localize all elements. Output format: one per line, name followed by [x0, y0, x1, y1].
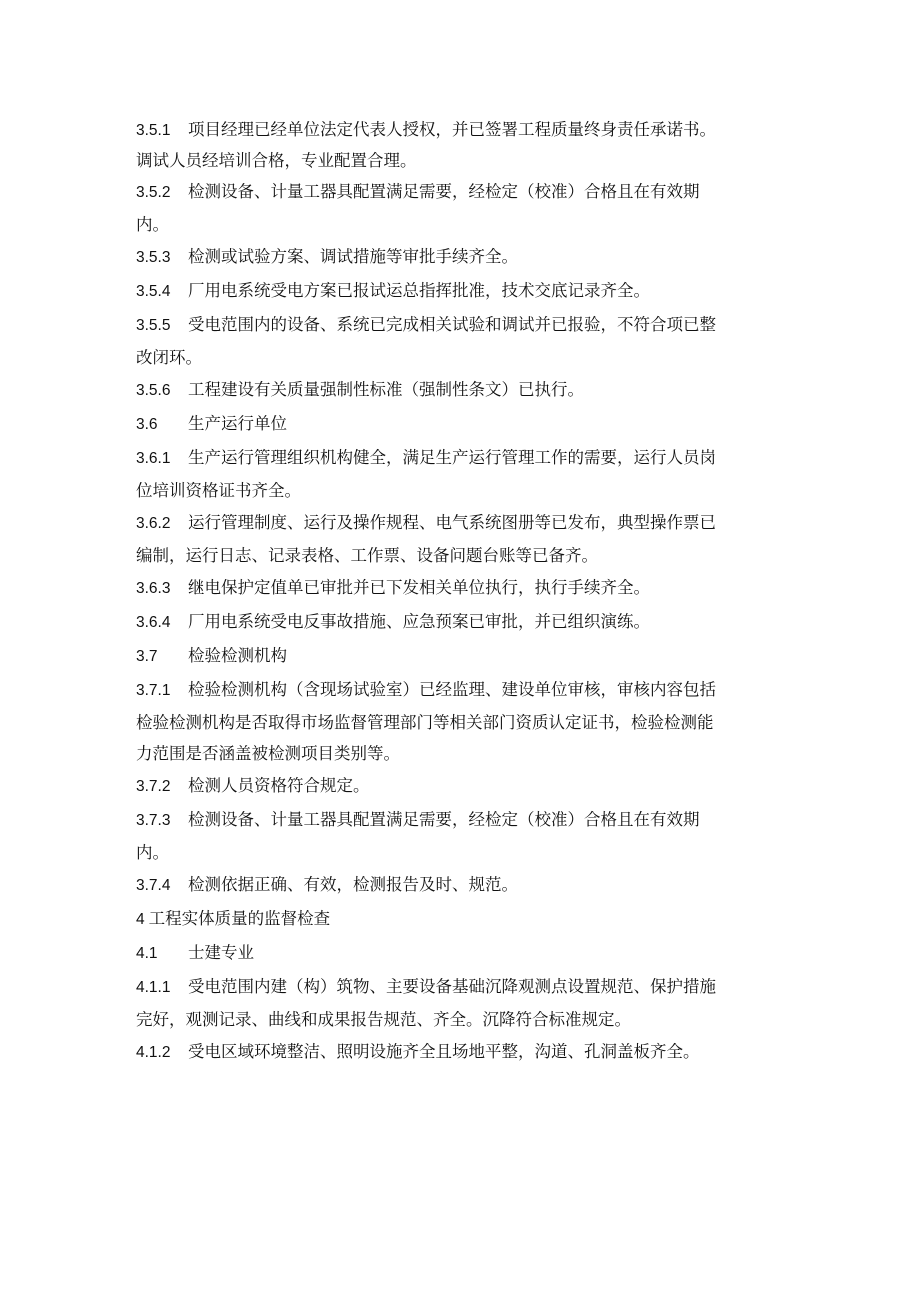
clause-text: 检测设备、计量工器具配置满足需要，经检定（校准）合格且在有效期: [188, 182, 700, 201]
clause-number: 3.5.3: [136, 249, 171, 266]
section-number: 3.6: [136, 416, 158, 433]
clause-text: 检测依据正确、有效，检测报告及时、规范。: [188, 875, 518, 894]
clause-text-continued: 内。: [136, 215, 169, 234]
clause-3-7-1: [136, 673, 786, 769]
chapter-4-heading: [136, 902, 786, 936]
clause-number: 3.5.2: [136, 184, 171, 201]
clause-text: 受电范围内建（构）筑物、主要设备基础沉降观测点设置规范、保护措施: [188, 977, 716, 996]
clause-number: 3.7.1: [136, 682, 171, 699]
clause-3-5-6: [136, 373, 786, 407]
clause-text: 受电区域环境整洁、照明设施齐全且场地平整，沟道、孔洞盖板齐全。: [188, 1042, 700, 1061]
clause-number: 3.5.6: [136, 382, 171, 399]
section-title: 士建专业: [188, 943, 254, 962]
clause-3-5-2: [136, 175, 786, 240]
clause-number: 3.6.3: [136, 580, 171, 597]
clause-3-6-4: [136, 605, 786, 639]
clause-text-continued: 编制，运行日志、记录表格、工作票、设备问题台账等已备齐。: [136, 546, 598, 565]
clause-3-7-2: [136, 769, 786, 803]
chapter-title: 工程实体质量的监督检查: [148, 909, 331, 928]
clause-3-5-3: [136, 240, 786, 274]
section-3-6-heading: [136, 407, 786, 441]
clause-text-continued: 位培训资格证书齐全。: [136, 481, 301, 500]
clause-number: 4.1.1: [136, 979, 171, 996]
clause-3-5-4: [136, 274, 786, 308]
section-4-1-heading: [136, 936, 786, 970]
clause-3-7-3: [136, 803, 786, 868]
clause-text-continued: 调试人员经培训合格，专业配置合理。: [136, 151, 417, 170]
clause-4-1-2: [136, 1035, 786, 1069]
clause-4-1-1: [136, 970, 786, 1035]
clause-3-6-1: [136, 441, 786, 506]
clause-3-5-1: [136, 113, 786, 175]
section-title: 生产运行单位: [188, 414, 287, 433]
clause-text-continued: 完好，观测记录、曲线和成果报告规范、齐全。沉降符合标准规定。: [136, 1010, 631, 1029]
clause-text-continued: 改闭环。: [136, 348, 202, 367]
clause-number: 3.6.1: [136, 450, 171, 467]
clause-number: 3.6.4: [136, 614, 171, 631]
clause-3-6-3: [136, 571, 786, 605]
clause-text: 工程建设有关质量强制性标准（强制性条文）已执行。: [188, 380, 584, 399]
clause-text-continued: 内。: [136, 843, 169, 862]
section-3-7-heading: [136, 639, 786, 673]
clause-text: 项目经理已经单位法定代表人授权，并已签署工程质量终身责任承诺书。: [188, 120, 716, 139]
clause-number: 3.7.3: [136, 812, 171, 829]
chapter-number: 4: [136, 911, 145, 928]
clause-3-6-2: [136, 506, 786, 571]
section-title: 检验检测机构: [188, 646, 287, 665]
section-number: 3.7: [136, 648, 158, 665]
clause-number: 4.1.2: [136, 1044, 171, 1061]
clause-text: 检测设备、计量工器具配置满足需要，经检定（校准）合格且在有效期: [188, 810, 700, 829]
clause-text: 厂用电系统受电反事故措施、应急预案已审批，并已组织演练。: [188, 612, 650, 631]
clause-text: 运行管理制度、运行及操作规程、电气系统图册等已发布，典型操作票已: [188, 513, 716, 532]
clause-number: 3.7.4: [136, 877, 171, 894]
clause-text-continued: 检验检测机构是否取得市场监督管理部门等相关部门资质认定证书，检验检测能: [136, 713, 714, 732]
clause-number: 3.6.2: [136, 515, 171, 532]
clause-text: 厂用电系统受电方案已报试运总指挥批准，技术交底记录齐全。: [188, 281, 650, 300]
clause-number: 3.5.4: [136, 283, 171, 300]
clause-text: 检测人员资格符合规定。: [188, 776, 370, 795]
clause-text: 继电保护定值单已审批并已下发相关单位执行，执行手续齐全。: [188, 578, 650, 597]
clause-3-5-5: [136, 308, 786, 373]
clause-number: 3.7.2: [136, 778, 171, 795]
clause-number: 3.5.1: [136, 122, 171, 139]
clause-3-7-4: [136, 868, 786, 902]
clause-text: 生产运行管理组织机构健全，满足生产运行管理工作的需要，运行人员岗: [188, 448, 716, 467]
clause-text: 受电范围内的设备、系统已完成相关试验和调试并已报验，不符合项已整: [188, 315, 716, 334]
clause-text: 检测或试验方案、调试措施等审批手续齐全。: [188, 247, 518, 266]
section-number: 4.1: [136, 945, 158, 962]
clause-number: 3.5.5: [136, 317, 171, 334]
clause-text-continued: 力范围是否涵盖被检测项目类别等。: [136, 744, 400, 763]
clause-text: 检验检测机构（含现场试验室）已经监理、建设单位审核，审核内容包括: [188, 680, 716, 699]
document-body: [136, 113, 786, 1069]
